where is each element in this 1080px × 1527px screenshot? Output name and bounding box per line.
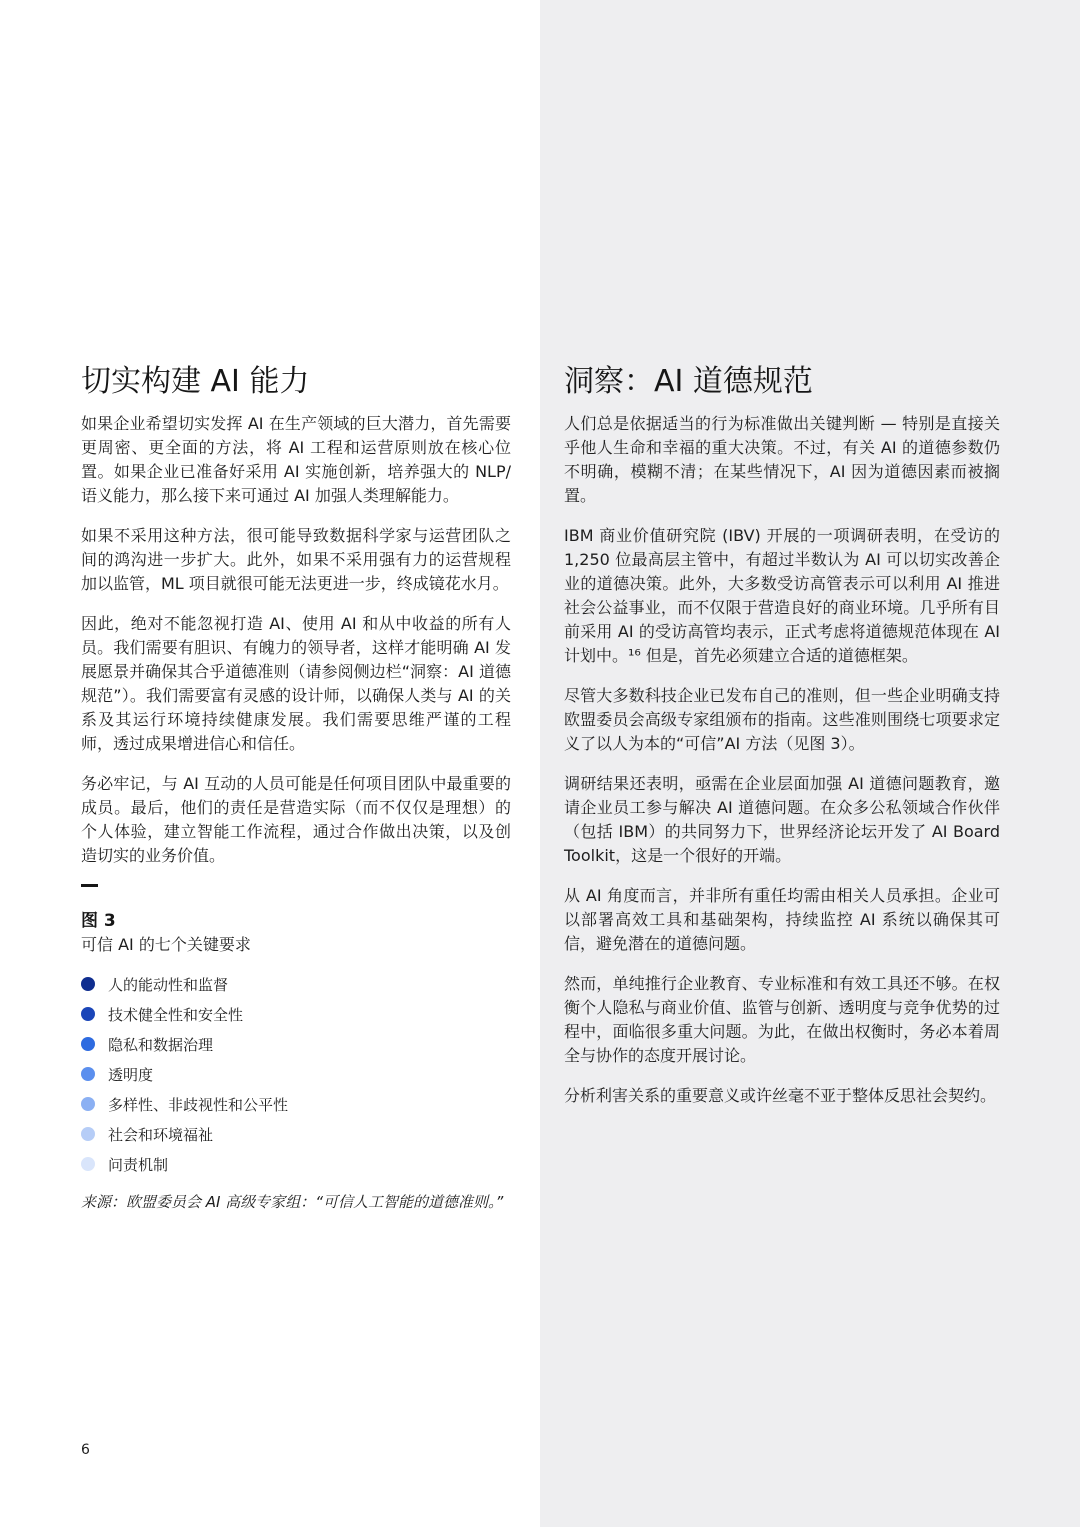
bullet-dot-icon [81,1157,95,1171]
bullet-dot-icon [81,977,95,991]
sidebar-column [564,362,1000,1124]
paragraph-1: 如果企业希望切实发挥 AI 在生产领域的巨大潜力，首先需要更周密、更全面的方法，将 AI 工程和运营原则放在核心位置。如果企业已准备好采用 AI 实施创新，培养强大的 NLP/ 语义能力，那么接下来可通过 AI 加强人类理解能力。 [81,414,511,505]
list-item [81,1119,511,1149]
list-item-label: 技术健全性和安全性 [108,1005,244,1024]
sidebar-paragraph-6: 然而，单纯推行企业教育、专业标准和有效工具还不够。在权衡个人隐私与商业价值、监管与创新、透明度与竞争优势的过程中，面临很多重大问题。为此，在做出权衡时，务必本着周全与协作的态度开展讨论。 [564,974,1000,1065]
list-item [81,969,511,999]
bullet-dot-icon [81,1007,95,1021]
list-item-label: 透明度 [108,1065,154,1084]
list-item [81,1059,511,1089]
sidebar-paragraph-3: 尽管大多数科技企业已发布自己的准则，但一些企业明确支持欧盟委员会高级专家组颁布的指南。这些准则围绕七项要求定义了以人为本的“可信”AI 方法（见图 3）。 [564,686,1000,753]
paragraph-2: 如果不采用这种方法，很可能导致数据科学家与运营团队之间的鸿沟进一步扩大。此外，如果不采用强有力的运营规程加以监管，ML 项目就很可能无法更进一步，终成镜花水月。 [81,526,511,593]
sidebar-paragraph-2: IBM 商业价值研究院 (IBV) 开展的一项调研表明，在受访的 1,250 位最高层主管中，有超过半数认为 AI 可以切实改善企业的道德决策。此外，大多数受访高管表示可以利用 AI 推进社会公益事业，而不仅限于营造良好的商业环境。几乎所有目前采用 AI 的受访高管均表示，正式考虑将道德规范体现在 AI 计划中。¹⁶ 但是，首先必须建立合适的道德框架。 [564,526,1000,665]
bullet-dot-icon [81,1127,95,1141]
list-item [81,1149,511,1179]
bullet-dot-icon [81,1097,95,1111]
requirements-list [81,969,511,1179]
sidebar-title: 洞察：AI 道德规范 [564,364,813,399]
list-item [81,1029,511,1059]
bullet-dot-icon [81,1067,95,1081]
paragraph-3: 因此，绝对不能忽视打造 AI、使用 AI 和从中收益的所有人员。我们需要有胆识、有魄力的领导者，这样才能明确 AI 发展愿景并确保其合乎道德准则（请参阅侧边栏“洞察：AI 道德规范”）。我们需要富有灵感的设计师，以确保人类与 AI 的关系及其运行环境持续健康发展。我们需要思维严谨的工程师，透过成果增进信心和信任。 [81,614,511,753]
sidebar-paragraph-5: 从 AI 角度而言，并非所有重任均需由相关人员承担。企业可以部署高效工具和基础架构，持续监控 AI 系统以确保其可信，避免潜在的道德问题。 [564,886,1000,953]
list-item [81,999,511,1029]
bullet-dot-icon [81,1037,95,1051]
figure-caption: 可信 AI 的七个关键要求 [81,935,251,954]
list-item-label: 隐私和数据治理 [108,1035,214,1054]
sidebar-paragraph-4: 调研结果还表明，亟需在企业层面加强 AI 道德问题教育，邀请企业员工参与解决 AI 道德问题。在众多公私领域合作伙伴（包括 IBM）的共同努力下，世界经济论坛开发了 AI Board Toolkit，这是一个很好的开端。 [564,774,1000,865]
list-item-label: 人的能动性和监督 [108,975,229,994]
list-item [81,1089,511,1119]
list-item-label: 多样性、非歧视性和公平性 [108,1095,289,1114]
figure-source: 来源：欧盟委员会 AI 高级专家组：“可信人工智能的道德准则。” [81,1193,504,1211]
sidebar-paragraph-7: 分析利害关系的重要意义或许丝毫不亚于整体反思社会契约。 [564,1086,997,1105]
paragraph-4: 务必牢记，与 AI 互动的人员可能是任何项目团队中最重要的成员。最后，他们的责任是营造实际（而不仅仅是理想）的个人体验，建立智能工作流程，通过合作做出决策，以及创造切实的业务价值。 [81,774,511,865]
list-item-label: 问责机制 [108,1155,169,1174]
list-item-label: 社会和环境福祉 [108,1125,214,1144]
figure-label: 图 3 [81,911,116,931]
main-column [81,362,511,1213]
page-number: 6 [81,1442,90,1458]
section-title: 切实构建 AI 能力 [81,364,310,399]
figure-divider [81,884,98,887]
sidebar-paragraph-1: 人们总是依据适当的行为标准做出关键判断 — 特别是直接关乎他人生命和幸福的重大决策。不过，有关 AI 的道德参数仍不明确，模糊不清；在某些情况下，AI 因为道德因素而被搁置。 [564,414,1000,505]
